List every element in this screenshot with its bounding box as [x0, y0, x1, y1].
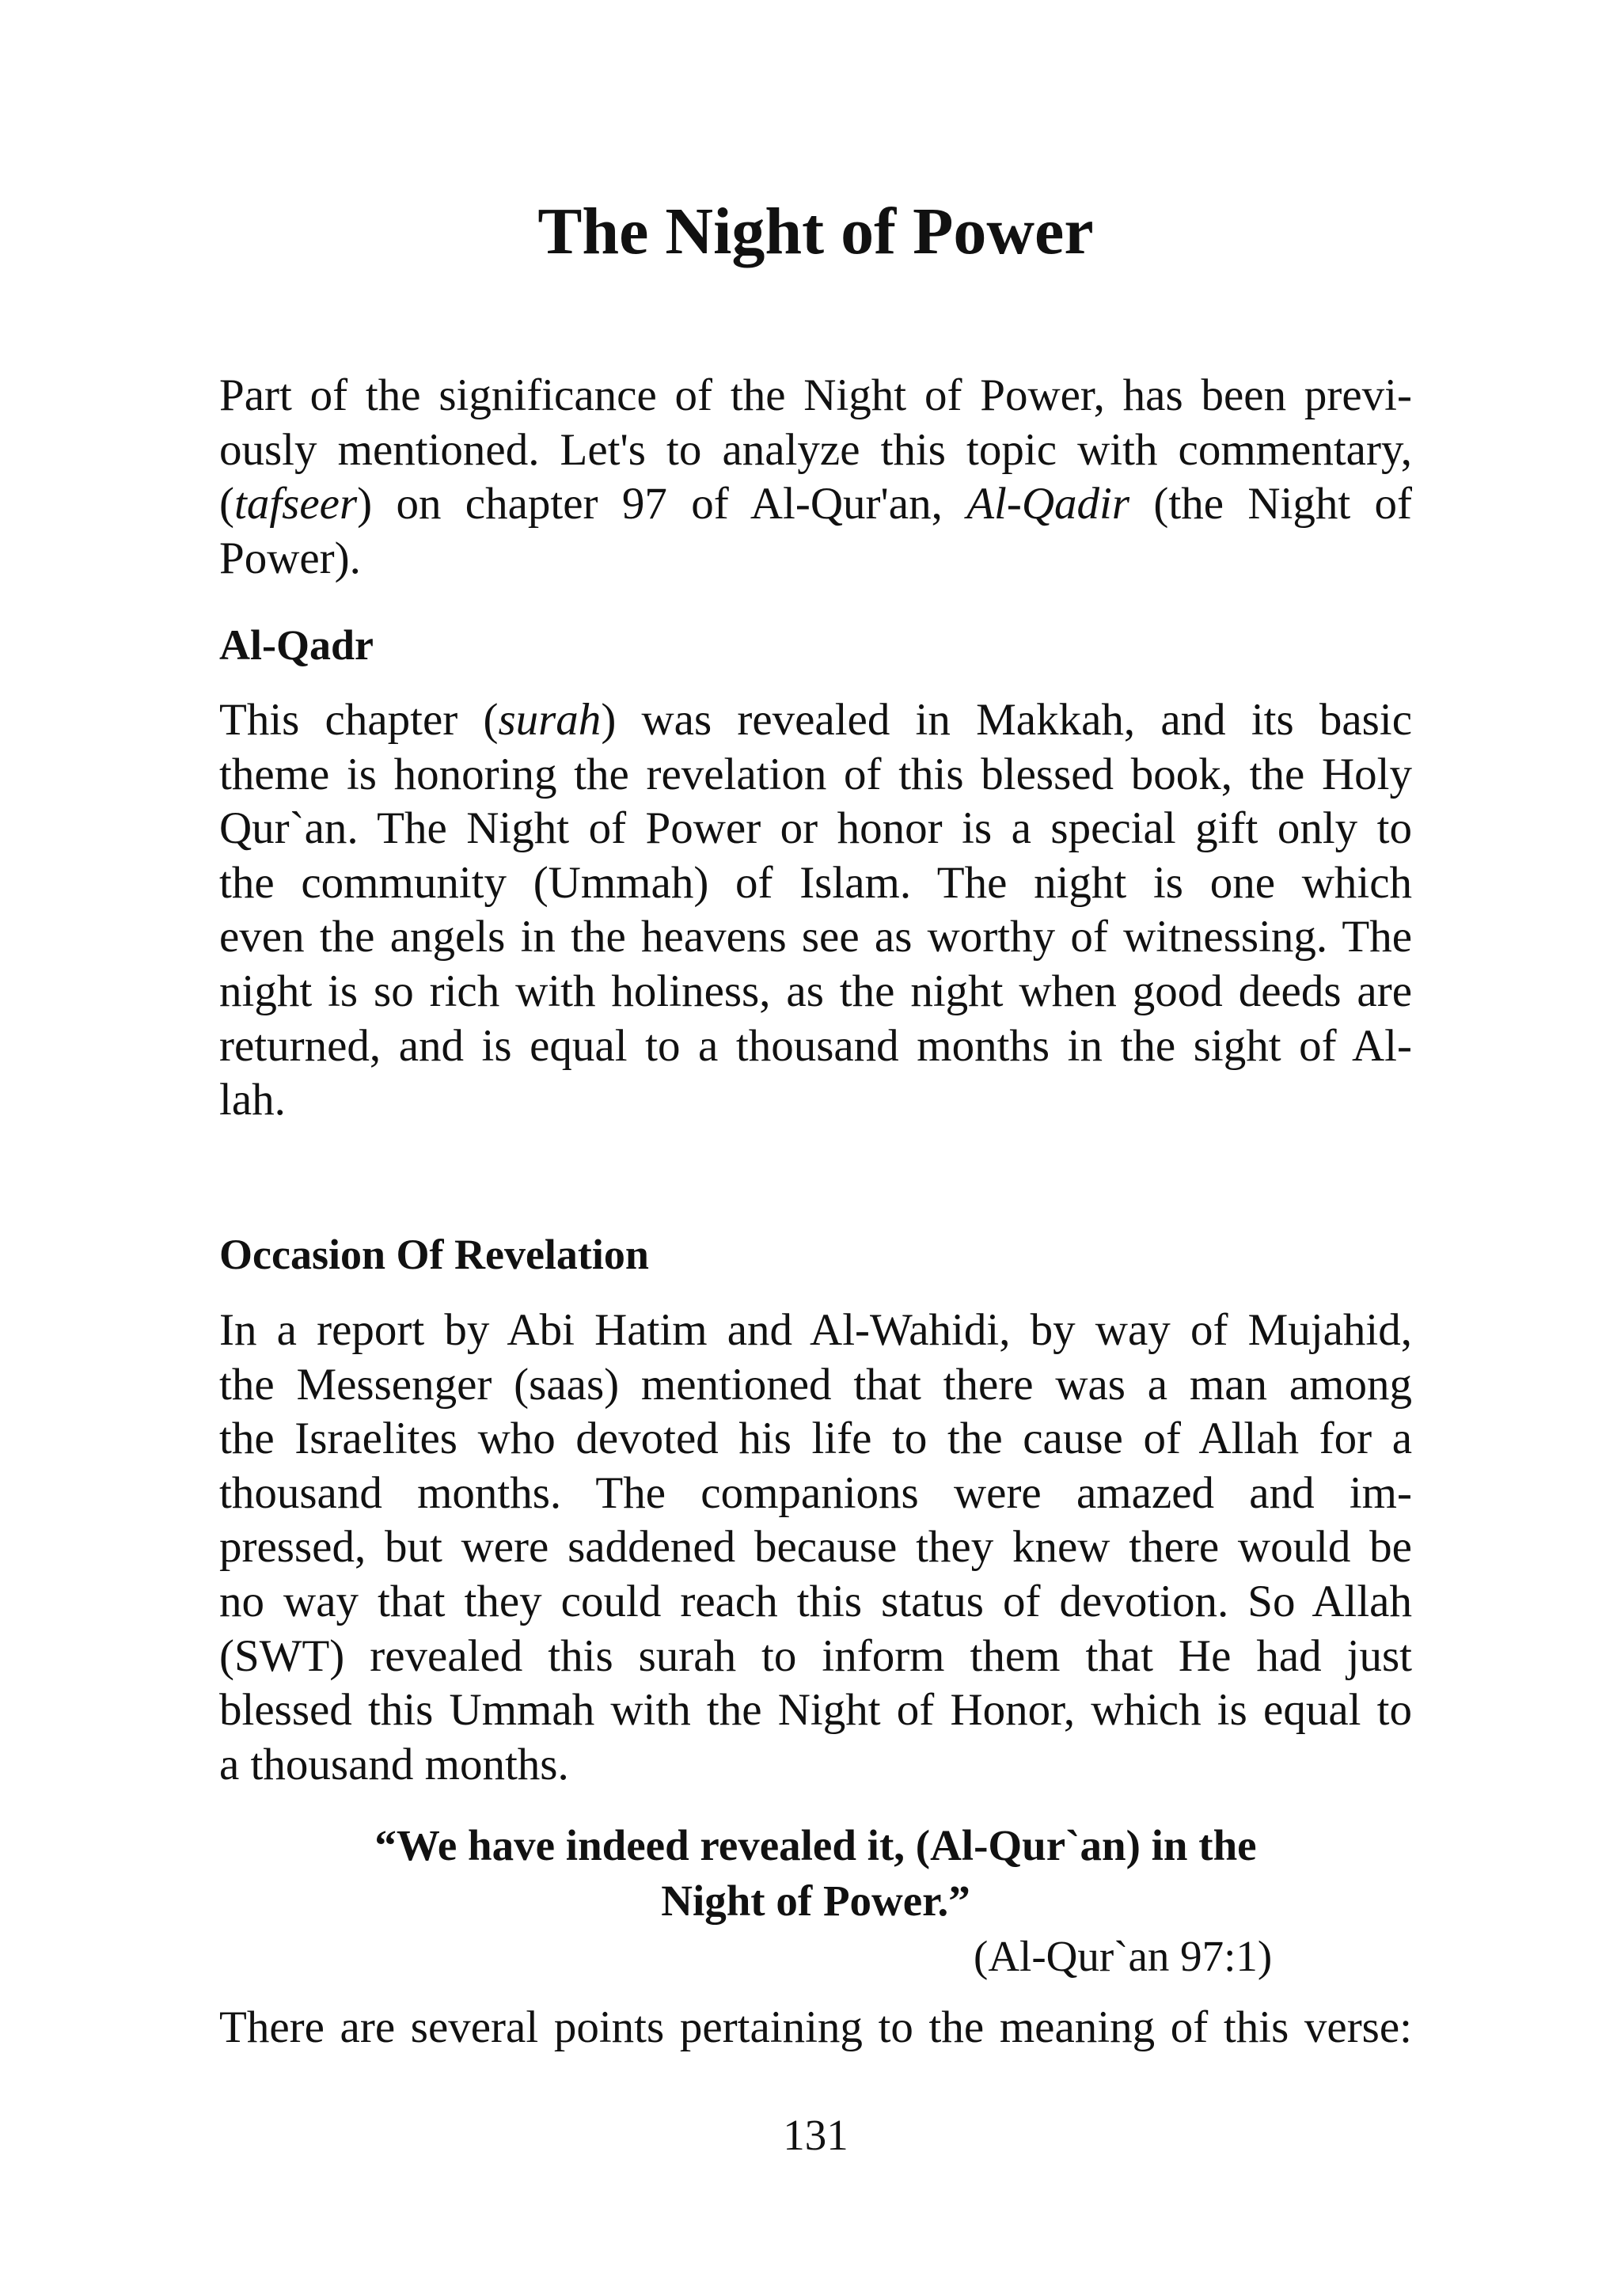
closing-line: There are several points pertaining to the meaning of this verse:: [219, 2002, 1412, 2052]
intro-line-3-a: (: [219, 479, 234, 529]
occasion-line-7: (SWT) revealed this surah to inform them that He had just: [219, 1630, 1412, 1681]
al-qadr-line-2: theme is honoring the revelation of this blessed book, the Holy: [219, 749, 1412, 799]
intro-line-3-e: (the Night of: [1129, 479, 1413, 529]
verse-citation: (Al-Qur`an 97:1): [974, 1932, 1273, 1980]
al-qadr-line-5: even the angels in the heavens see as worthy of witnessing. The: [219, 912, 1412, 962]
intro-term-tafseer: tafseer: [233, 479, 358, 529]
occasion-line-9: a thousand months.: [219, 1739, 569, 1789]
occasion-line-4: thousand months. The companions were amazed and im-: [219, 1467, 1412, 1518]
al-qadr-line-1-c: ) was revealed in Makkah, and its basic: [601, 695, 1412, 745]
al-qadr-line-4: the community (Ummah) of Islam. The night is one which: [219, 857, 1412, 908]
al-qadr-line-7: returned, and is equal to a thousand months in the sight of Al-: [219, 1020, 1412, 1071]
page-number: 131: [783, 2111, 848, 2159]
al-qadr-line-3: Qur`an. The Night of Power or honor is a special gift only to: [219, 803, 1412, 854]
occasion-line-8: blessed this Ummah with the Night of Honor, which is equal to: [219, 1685, 1412, 1736]
closing-paragraph: [219, 2001, 1412, 2055]
intro-term-al-qadir: Al-Qadir: [966, 479, 1130, 529]
page-title: The Night of Power: [537, 195, 1094, 268]
intro-paragraph: [219, 369, 1412, 586]
al-qadr-paragraph: [219, 693, 1412, 1128]
document-page: [219, 0, 1412, 2296]
quran-verse-quote: [219, 1818, 1412, 1929]
intro-line-1: Part of the significance of the Night of Power, has been previ-: [219, 370, 1412, 420]
occasion-line-5: pressed, but were saddened because they knew there would be: [219, 1522, 1412, 1573]
al-qadr-term-surah: surah: [498, 695, 602, 745]
intro-line-4: Power).: [219, 533, 361, 583]
occasion-line-2: the Messenger (saas) mentioned that there was a man among: [219, 1359, 1412, 1410]
section-heading-al-qadr: Al-Qadr: [219, 621, 374, 669]
occasion-line-3: the Israelites who devoted his life to the cause of Allah for a: [219, 1414, 1412, 1464]
quote-line-2: Night of Power.”: [661, 1877, 970, 1925]
occasion-line-6: no way that they could reach this status of devotion. So Allah: [219, 1576, 1412, 1626]
intro-line-3: [219, 477, 1412, 532]
al-qadr-line-8: lah.: [219, 1075, 286, 1125]
intro-line-2: ously mentioned. Let's to analyze this topic with commentary,: [219, 424, 1412, 475]
al-qadr-line-6: night is so rich with holiness, as the night when good deeds are: [219, 966, 1412, 1016]
section-heading-occasion-of-revelation: Occasion Of Revelation: [219, 1231, 649, 1278]
occasion-line-1: In a report by Abi Hatim and Al-Wahidi, by way of Mujahid,: [219, 1305, 1412, 1355]
quote-line-1: “We have indeed revealed it, (Al-Qur`an) in the: [374, 1821, 1257, 1869]
al-qadr-line-1-a: This chapter (: [219, 695, 499, 745]
occasion-paragraph: [219, 1304, 1412, 1792]
intro-line-3-c: ) on chapter 97 of Al-Qur'an,: [357, 479, 967, 529]
al-qadr-line-1: [219, 693, 1412, 748]
